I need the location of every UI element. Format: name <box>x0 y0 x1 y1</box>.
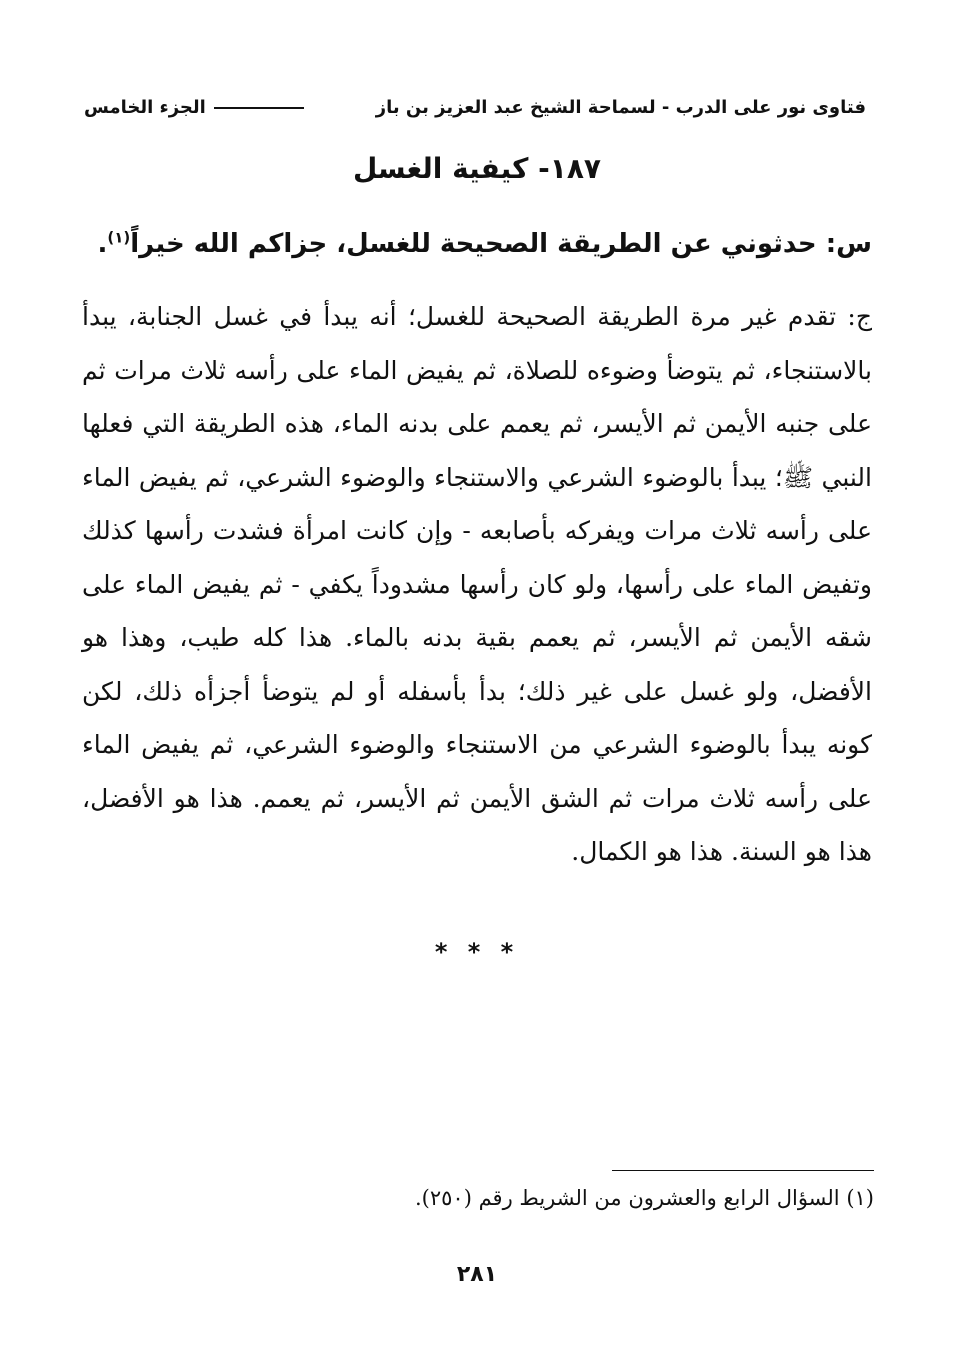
volume-group <box>84 97 304 118</box>
question <box>92 224 872 264</box>
section-separator: * * * <box>434 938 520 966</box>
footnote: (١) السؤال الرابع والعشرون من الشريط رقم (٢٥٠). <box>414 1186 874 1210</box>
fatwa-title: ١٨٧- كيفية الغسل <box>352 152 602 185</box>
page-number: ٢٨١ <box>456 1262 498 1287</box>
footnote-reference: (١) <box>107 228 131 247</box>
volume-label: الجزء الخامس <box>84 96 206 118</box>
header-rule <box>214 107 304 109</box>
running-header <box>84 92 866 122</box>
book-title: فتاوى نور على الدرب - لسماحة الشيخ عبد العزيز بن باز <box>375 96 866 118</box>
footnote-divider <box>612 1170 874 1171</box>
answer-text: ج: تقدم غير مرة الطريقة الصحيحة للغسل؛ أنه يبدأ في غسل الجنابة، يبدأ بالاستنجاء، ثم يتوضأ وضوءه للصلاة، ثم يفيض الماء على رأسه ثلاث مرات ثم على جنبه الأيمن ثم الأيسر، ثم يعمم على بدنه الماء، هذه الطريقة التي فعلها النبي ﷺ؛ يبدأ بالوضوء الشرعي والاستنجاء والوضوء الشرعي، ثم يفيض الماء على رأسه ثلاث مرات ويفركه بأصابعه - وإن كانت امرأة فشدت رأسها كذلك وتفيض الماء على رأسها، ولو كان رأسها مشدوداً يكفي - ثم يفيض الماء على شقه الأيمن ثم الأيسر، ثم يعمم بقية بدنه بالماء. هذا كله طيب، وهذا هو الأفضل، ولو غسل على غير ذلك؛ بدأ بأسفله أو لم يتوضأ أجزأه ذلك، لكن كونه يبدأ بالوضوء الشرعي من الاستنجاء والوضوء الشرعي، ثم يفيض الماء على رأسه ثلاث مرات ثم الشق الأيمن ثم الأيسر، ثم يعمم. هذا هو الأفضل، هذا هو السنة. هذا هو الكمال. <box>82 302 872 866</box>
question-end: . <box>97 229 108 259</box>
question-text: س: حدثوني عن الطريقة الصحيحة للغسل، جزاكم الله خيراً <box>130 229 872 259</box>
